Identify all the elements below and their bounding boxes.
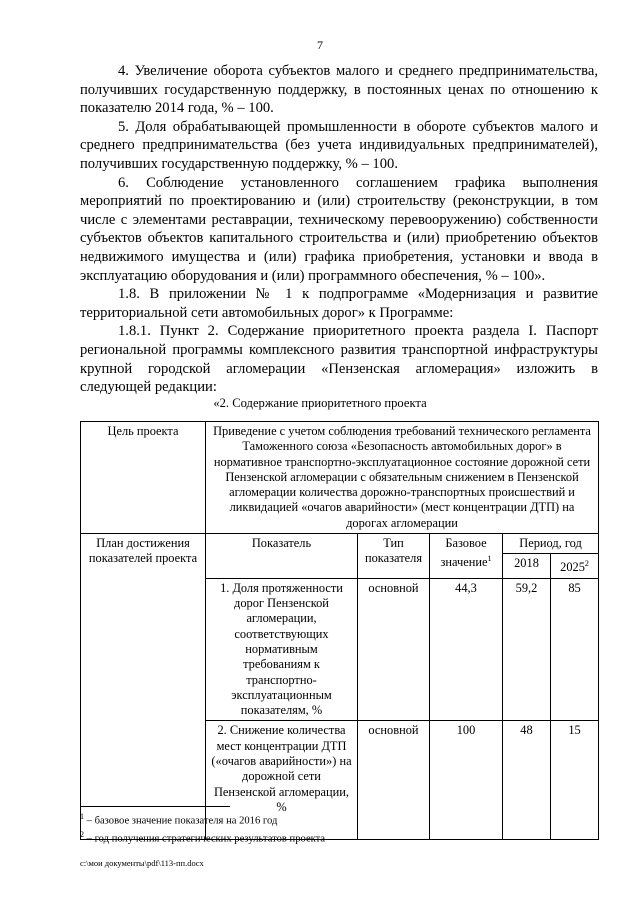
section-caption: «2. Содержание приоритетного проекта	[213, 396, 427, 410]
body-text	[80, 62, 598, 397]
value-2025-cell: 15	[551, 721, 599, 840]
value-2018-cell: 59,2	[503, 578, 551, 721]
col-base-label: Базовое значение	[440, 536, 488, 570]
goal-text: Приведение с учетом соблюдения требований технического регламента Таможенного союза «Безопасность автомобильных дорог» в нормативное транспортно-эксплуатационное состояние дорожной сети Пензенской агломерации с обязательным снижением в Пензенской агломерации количества дорожно-транспортных происшествий и ликвидацией «очагов аварийности» (мест концентрации ДТП) на дорогах агломерации	[206, 422, 599, 534]
year-2025-header	[551, 554, 599, 578]
col-type-header: Тип показателя	[358, 534, 430, 579]
footnote-2	[80, 830, 325, 845]
goal-label: Цель проекта	[81, 422, 206, 534]
col-period-header: Период, год	[503, 534, 599, 554]
goal-row	[81, 422, 599, 534]
footnote-ref-1: 1	[487, 554, 492, 564]
col-base-header	[430, 534, 503, 579]
footnote-1-mark: 1	[80, 812, 84, 821]
value-2018-cell: 48	[503, 721, 551, 840]
type-cell: основной	[358, 721, 430, 840]
paragraph-1-8: 1.8. В приложении № 1 к подпрограмме «Модернизация и развитие территориальной сети автомобильных дорог» к Программе:	[80, 286, 598, 321]
file-path: c:\мои документы\pdf\113-пп.docx	[80, 858, 204, 868]
indicator-text: 2. Снижение количества мест концентрации ДТП («очагов аварийности») на дорожной сети Пензенской агломерации, %	[211, 723, 352, 814]
footnote-ref-2: 2	[584, 559, 589, 569]
base-cell: 44,3	[430, 578, 503, 721]
footnote-1-text: – базовое значение показателя на 2016 год	[84, 815, 278, 827]
year-2025-label: 2025	[560, 560, 585, 575]
value-2025-cell: 85	[551, 578, 599, 721]
base-cell: 100	[430, 721, 503, 840]
page-number: 7	[317, 38, 323, 52]
project-table	[80, 421, 599, 840]
paragraph-5: 5. Доля обрабатывающей промышленности в обороте субъектов малого и среднего предпринимательства (без учета индивидуальных предпринимателей), получивших государственную поддержку, % – 100.	[80, 118, 598, 172]
footnote-2-text: – год получения стратегических результатов проекта	[84, 833, 326, 845]
footnote-1	[80, 812, 277, 827]
plan-label: План достижения показателей проекта	[81, 534, 206, 840]
footnote-2-mark: 2	[80, 830, 84, 839]
col-indicator-header: Показатель	[206, 534, 358, 579]
indicator-cell: 1. Доля протяженности дорог Пензенской агломерации, соответствующих нормативным требованиям к транспортно-эксплуатационным показателям, %	[206, 578, 358, 721]
type-cell: основной	[358, 578, 430, 721]
paragraph-1-8-1: 1.8.1. Пункт 2. Содержание приоритетного проекта раздела I. Паспорт региональной программы комплексного развития транспортной инфраструктуры крупной городской агломерации «Пензенская агломерация» изложить в следующей редакции:	[80, 323, 598, 396]
paragraph-6: 6. Соблюдение установленного соглашением графика выполнения мероприятий по проектированию и (или) строительству (реконструкции, в том числе с элементами реставрации, техническому перевооружению) собственности субъектов объектов капитального строительства и (или) приобретению объектов недвижимого имущества и (или) графика приобретения, установки и ввода в эксплуатацию оборудования и (или) программного обеспечения, % – 100».	[80, 174, 598, 284]
year-2018-header: 2018	[503, 554, 551, 578]
paragraph-4: 4. Увеличение оборота субъектов малого и среднего предпринимательства, получивших государственную поддержку, в постоянных ценах по отношению к показателю 2014 года, % – 100.	[80, 63, 598, 117]
footnote-separator	[80, 806, 230, 807]
header-row	[81, 534, 599, 554]
